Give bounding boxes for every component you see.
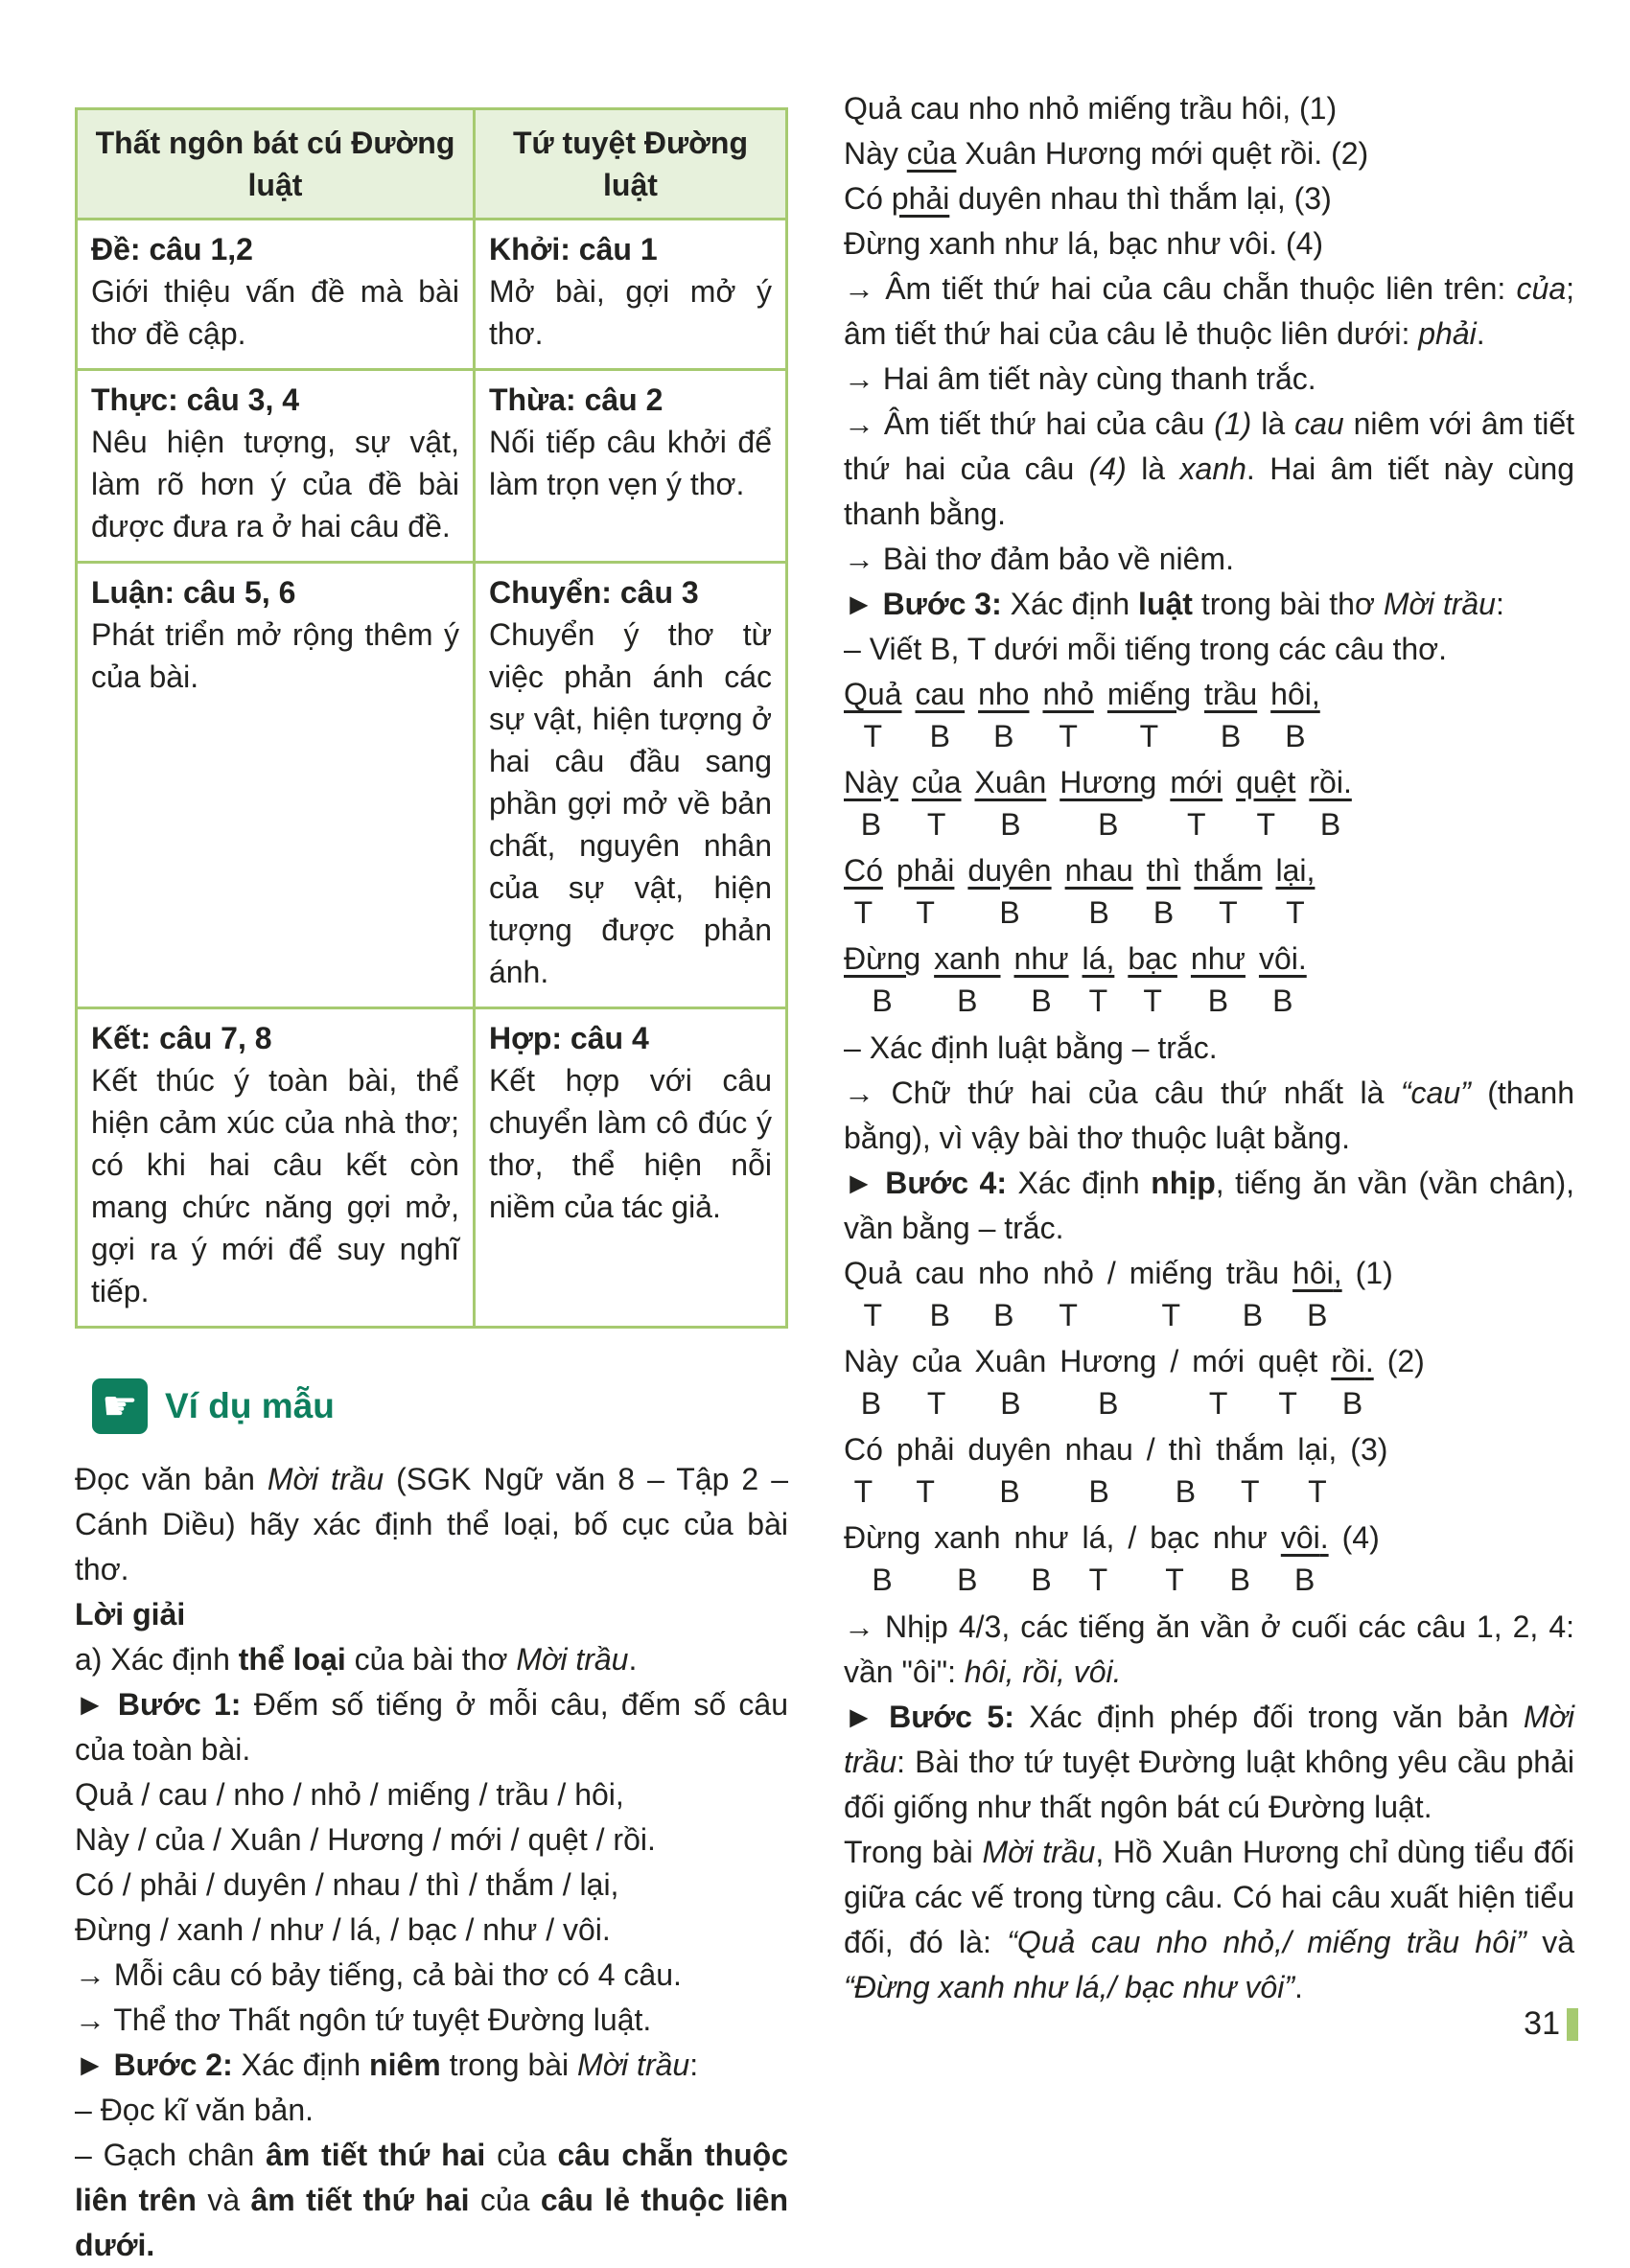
poem-token: hôi, B — [1292, 1252, 1342, 1335]
page-footer — [1524, 2005, 1578, 2043]
paragraph: Trong bài Mời trầu, Hồ Xuân Hương chỉ dùng tiểu đối giữa các vế trong từng câu. Có hai câu xuất hiện tiểu đối, đó là: “Quả cau nho nhỏ,/ miếng trầu hôi” và “Đừng xanh như lá,/ bạc như vôi”. — [844, 1835, 1575, 2004]
paragraph: → Chữ thứ hai của câu thứ nhất là “cau” (thanh bằng), vì vậy bài thơ thuộc luật bằng. — [844, 1076, 1575, 1155]
tone-letter: T — [926, 807, 946, 842]
cell-body: Giới thiệu vấn đề mà bài thơ đề cập. — [91, 274, 459, 351]
paragraph: → Thể thơ Thất ngôn tứ tuyệt Đường luật. — [75, 2002, 652, 2037]
paragraph: Đọc văn bản Mời trầu (SGK Ngữ văn 8 – Tập 2 – Cánh Diều) hãy xác định thể loại, bố cục của bài thơ. — [75, 1462, 789, 1586]
paragraph: – Xác định luật bằng – trắc. — [844, 1030, 1218, 1065]
poem-token: nhỏ T — [1042, 673, 1093, 756]
paragraph: Quả cau nho nhỏ miếng trầu hôi, (1) — [844, 91, 1338, 126]
paragraph: – Viết B, T dưới mỗi tiếng trong các câu thơ. — [844, 632, 1448, 666]
tone-letter: T — [1088, 984, 1108, 1018]
cell-head-ket: Kết: câu 7, 8 — [91, 1021, 272, 1055]
tone-letter: T — [863, 1298, 883, 1332]
poem-token: nho B — [978, 1252, 1029, 1335]
tone-letter: T — [1256, 807, 1275, 842]
table-header-row — [77, 109, 787, 220]
tone-letter: B — [1088, 895, 1109, 930]
cell-head-luan: Luận: câu 5, 6 — [91, 575, 296, 610]
tone-letter: B — [1272, 984, 1293, 1018]
poem-token: nho B — [978, 673, 1029, 756]
poem-token: (1) — [1356, 1252, 1393, 1335]
poem-token: như B — [1213, 1516, 1268, 1600]
poem-line-with-tones — [844, 1252, 1574, 1335]
tone-letter: B — [1285, 719, 1306, 753]
poem-token: (4) — [1342, 1516, 1380, 1600]
tone-letter: T — [1139, 719, 1159, 753]
poem-token: duyên B — [967, 849, 1051, 933]
tone-letter: B — [929, 719, 950, 753]
poem-token: Hương B — [1060, 1340, 1156, 1423]
paragraph: Có / phải / duyên / nhau / thì / thắm / lại, — [75, 1867, 619, 1902]
poem-token: trầu B — [1204, 673, 1257, 756]
tone-letter: B — [872, 1562, 893, 1597]
poem-token: xanh B — [934, 1516, 1000, 1600]
cell-body: Nối tiếp câu khởi để làm trọn vẹn ý thơ. — [488, 425, 772, 501]
tone-letter: T — [863, 719, 883, 753]
tone-letter: B — [1088, 1474, 1109, 1509]
tone-letter: B — [860, 807, 882, 842]
cell-body: Nêu hiện tượng, sự vật, làm rõ hơn ý của đề bài được đưa ra ở hai câu đề. — [91, 425, 459, 544]
poem-token: như B — [1014, 937, 1069, 1021]
poem-token: nhau B — [1065, 849, 1133, 933]
tone-letter — [1370, 1295, 1379, 1335]
cell-body: Kết thúc ý toàn bài, thể hiện cảm xúc của nhà thơ; có khi hai câu kết còn mang chức năng gợi mở, gợi ra ý mới để suy nghĩ tiếp. — [91, 1063, 459, 1308]
cell-body: Kết hợp với câu chuyển làm cô đúc ý thơ, thể hiện nỗi niềm của tác giả. — [488, 1063, 772, 1224]
tone-letter: T — [926, 1386, 946, 1421]
tone-letter: B — [957, 1562, 978, 1597]
poem-token: Có T — [844, 1428, 883, 1512]
poem-token: vôi. B — [1281, 1516, 1329, 1600]
poem-token: như B — [1014, 1516, 1069, 1600]
page-number: 31 — [1524, 2005, 1560, 2042]
poem-token: như B — [1191, 937, 1246, 1021]
poem-token: $\frac{Có}{T}$ — [844, 849, 883, 933]
poem-token: quệt T — [1258, 1340, 1317, 1423]
tone-letter: B — [999, 895, 1020, 930]
poem-line-with-tones — [844, 1340, 1574, 1423]
tone-letter: B — [1294, 1562, 1316, 1597]
poem-token: phải T — [896, 849, 955, 933]
paragraph: → Hai âm tiết này cùng thanh trắc. — [844, 361, 1316, 396]
poem-token: mới T — [1170, 761, 1222, 845]
cell-body: Phát triển mở rộng thêm ý của bài. — [91, 617, 459, 694]
poem-token: Quả T — [844, 673, 901, 756]
poem-token: / — [1147, 1428, 1155, 1512]
table-header-tu-tuyet: Tứ tuyệt Đường luật — [474, 109, 786, 220]
poem-token: hôi, B — [1270, 673, 1320, 756]
poem-token: Xuân B — [975, 761, 1047, 845]
table-row — [77, 563, 787, 1008]
cell-head-thuc: Thực: câu 3, 4 — [91, 382, 300, 417]
poem-token: $\frac{lá,}{T}$ — [1083, 937, 1115, 1021]
poem-line-with-tones — [844, 849, 1574, 933]
cell-head-de: Đề: câu 1,2 — [91, 232, 253, 266]
poem-token: miếng T — [1129, 1252, 1213, 1335]
paragraph: Đừng / xanh / như / lá, / bạc / như / vôi. — [75, 1912, 611, 1947]
paragraph: Quả / cau / nho / nhỏ / miếng / trầu / hôi, — [75, 1777, 624, 1812]
poem-token: vôi. B — [1259, 937, 1307, 1021]
paragraph: ► Bước 4: Xác định nhịp, tiếng ăn vần (vần chân), vần bằng – trắc. — [844, 1166, 1575, 1245]
poem-token: lá, T — [1083, 1516, 1115, 1600]
poem-token: quệt T — [1236, 761, 1295, 845]
tone-letter: B — [993, 719, 1014, 753]
poem-token: của T — [912, 1340, 962, 1423]
poem-token: bạc T — [1128, 937, 1177, 1021]
cell-head-thua: Thừa: câu 2 — [488, 382, 664, 417]
tone-letter: T — [1286, 895, 1305, 930]
pointing-hand-glyph: ☛ — [102, 1383, 138, 1428]
tone-letter: T — [916, 1474, 935, 1509]
poem-token: phải T — [896, 1428, 955, 1512]
poem-token: mới T — [1192, 1340, 1245, 1423]
tone-letter: B — [1220, 719, 1242, 753]
example-section-header — [92, 1378, 788, 1434]
tone-letter: B — [1242, 1298, 1264, 1332]
tone-letter: B — [1031, 1562, 1052, 1597]
tone-letter — [1364, 1471, 1373, 1512]
paragraph: Này / của / Xuân / Hương / mới / quệt / rồi. — [75, 1822, 656, 1857]
tone-letter: T — [1186, 807, 1206, 842]
poem-token: thì B — [1169, 1428, 1203, 1512]
poem-token: rồi. B — [1331, 1340, 1373, 1423]
tone-letter: B — [1341, 1386, 1363, 1421]
table-row — [77, 370, 787, 563]
poem-token: cau B — [915, 673, 965, 756]
paragraph: ► Bước 2: Xác định niêm trong bài Mời trầu: — [75, 2048, 699, 2082]
tone-letter: T — [1165, 1562, 1184, 1597]
tone-letter: T — [1241, 1474, 1260, 1509]
poem-token: duyên B — [967, 1428, 1051, 1512]
tone-letter: B — [1207, 984, 1229, 1018]
poem-token: nhau B — [1065, 1428, 1133, 1512]
poem-token: bạc T — [1150, 1516, 1199, 1600]
poem-token: / — [1170, 1340, 1178, 1423]
paragraph: Đừng xanh như lá, bạc như vôi. (4) — [844, 226, 1324, 261]
paragraph: – Gạch chân âm tiết thứ hai của câu chẵn thuộc liên trên và âm tiết thứ hai của câu lẻ thuộc liên dưới. — [75, 2138, 789, 2262]
tone-letter: B — [993, 1298, 1014, 1332]
tone-letter — [1107, 1295, 1116, 1335]
poem-token: Đừng B — [844, 1516, 920, 1600]
tone-letter — [1402, 1383, 1410, 1423]
tone-letter: B — [1098, 807, 1119, 842]
tone-letter: T — [853, 1474, 873, 1509]
left-column-text — [75, 1457, 788, 2268]
poem-token: (3) — [1350, 1428, 1387, 1512]
paragraph: ► Bước 5: Xác định phép đối trong văn bản Mời trầu: Bài thơ tứ tuyệt Đường luật không yêu cầu phải đối giống như thất ngôn bát cú Đường luật. — [844, 1700, 1575, 1824]
tone-letter: T — [1278, 1386, 1297, 1421]
poem-token: Xuân B — [975, 1340, 1047, 1423]
tone-letter: T — [1059, 1298, 1078, 1332]
poem-line-with-tones — [844, 937, 1574, 1021]
poem-token: / — [1107, 1252, 1116, 1335]
poem-token: lại, T — [1297, 1428, 1337, 1512]
poem-token: thắm T — [1216, 1428, 1284, 1512]
poem-token: Đừng B — [844, 937, 920, 1021]
paragraph: → Nhịp 4/3, các tiếng ăn vần ở cuối các câu 1, 2, 4: vần "ôi": hôi, rồi, vôi. — [844, 1609, 1574, 1689]
tone-letter: B — [1229, 1562, 1250, 1597]
paragraph: ► Bước 3: Xác định luật trong bài thơ Mời trầu: — [844, 587, 1504, 621]
tone-letter: T — [916, 895, 935, 930]
tone-letter: B — [1307, 1298, 1328, 1332]
table-header-that-ngon: Thất ngôn bát cú Đường luật — [77, 109, 475, 220]
poem-token: Quả T — [844, 1252, 901, 1335]
tone-letter — [1147, 1471, 1155, 1512]
tone-letter: T — [1059, 719, 1078, 753]
cell-head-khoi: Khởi: câu 1 — [488, 232, 658, 266]
page-number-bar — [1567, 2008, 1578, 2041]
tone-letter: B — [860, 1386, 882, 1421]
table-row — [77, 1008, 787, 1328]
left-column — [75, 107, 788, 2268]
poem-line-with-tones — [844, 673, 1574, 756]
poem-token: nhỏ T — [1042, 1252, 1093, 1335]
tone-letter: T — [853, 895, 873, 930]
example-section-title: Ví dụ mẫu — [165, 1386, 335, 1425]
tone-letter: T — [1208, 1386, 1228, 1421]
paragraph: → Mỗi câu có bảy tiếng, cả bài thơ có 4 câu. — [75, 1957, 682, 1992]
poetry-structure-table — [75, 107, 788, 1329]
tone-letter: B — [1031, 984, 1052, 1018]
poem-line-with-tones — [844, 1428, 1574, 1512]
paragraph: → Bài thơ đảm bảo về niêm. — [844, 542, 1234, 576]
poem-token: thì B — [1147, 849, 1181, 933]
poem-line-with-tones — [844, 761, 1574, 845]
poem-token: của T — [912, 761, 962, 845]
poem-token: miếng T — [1107, 673, 1191, 756]
paragraph: Này của Xuân Hương mới quệt rồi. (2) — [844, 136, 1369, 171]
poem-token: Này B — [844, 761, 898, 845]
poem-token: Này B — [844, 1340, 898, 1423]
tone-letter: T — [1161, 1298, 1181, 1332]
table-row — [77, 220, 787, 370]
paragraph: ► Bước 1: Đếm số tiếng ở mỗi câu, đếm số câu của toàn bài. — [75, 1687, 789, 1767]
tone-letter: B — [1319, 807, 1341, 842]
cell-body: Mở bài, gợi mở ý thơ. — [488, 274, 772, 351]
right-column-text — [844, 86, 1574, 2010]
tone-letter: B — [1153, 895, 1175, 930]
paragraph: → Âm tiết thứ hai của câu (1) là cau niêm với âm tiết thứ hai của câu (4) là xanh. Hai âm tiết này cùng thanh bằng. — [844, 406, 1575, 531]
tone-letter: T — [1088, 1562, 1108, 1597]
tone-letter: B — [929, 1298, 950, 1332]
poem-token: (2) — [1387, 1340, 1425, 1423]
tone-letter: T — [1219, 895, 1238, 930]
paragraph: Có phải duyên nhau thì thắm lại, (3) — [844, 181, 1332, 216]
cell-body: Chuyển ý thơ từ việc phản ánh các sự vật, hiện tượng ở hai câu đầu sang phần gợi mở về bản chất, nguyên nhân của sự vật, hiện tượng được phản ánh. — [488, 617, 772, 989]
paragraph: a) Xác định thể loại của bài thơ Mời trầu. — [75, 1642, 638, 1677]
tone-letter: T — [1308, 1474, 1327, 1509]
tone-letter: B — [1000, 807, 1021, 842]
tone-letter — [1170, 1383, 1178, 1423]
poem-token: lại, T — [1276, 849, 1316, 933]
tone-letter — [1128, 1560, 1136, 1600]
tone-letter: B — [999, 1474, 1020, 1509]
poem-token: / — [1128, 1516, 1136, 1600]
tone-letter — [1357, 1560, 1365, 1600]
tone-letter: B — [1000, 1386, 1021, 1421]
poem-token: thắm T — [1194, 849, 1262, 933]
poem-token: trầu B — [1226, 1252, 1279, 1335]
poem-line-with-tones — [844, 1516, 1574, 1600]
poem-token: rồi. B — [1309, 761, 1351, 845]
tone-letter: T — [1143, 984, 1162, 1018]
paragraph: Lời giải — [75, 1597, 186, 1632]
poem-token: xanh B — [934, 937, 1000, 1021]
right-column — [844, 86, 1574, 2010]
poem-token: Hương B — [1060, 761, 1156, 845]
paragraph: – Đọc kĩ văn bản. — [75, 2093, 314, 2127]
tone-letter: B — [1098, 1386, 1119, 1421]
poem-token: cau B — [915, 1252, 965, 1335]
tone-letter: B — [1175, 1474, 1197, 1509]
pointing-hand-icon — [92, 1378, 148, 1434]
cell-head-chuyen: Chuyển: câu 3 — [488, 575, 699, 610]
tone-letter: B — [872, 984, 893, 1018]
cell-head-hop: Hợp: câu 4 — [488, 1021, 649, 1055]
tone-letter: B — [957, 984, 978, 1018]
paragraph: → Âm tiết thứ hai của câu chẵn thuộc liên trên: của; âm tiết thứ hai của câu lẻ thuộc liên dưới: phải. — [844, 271, 1574, 351]
